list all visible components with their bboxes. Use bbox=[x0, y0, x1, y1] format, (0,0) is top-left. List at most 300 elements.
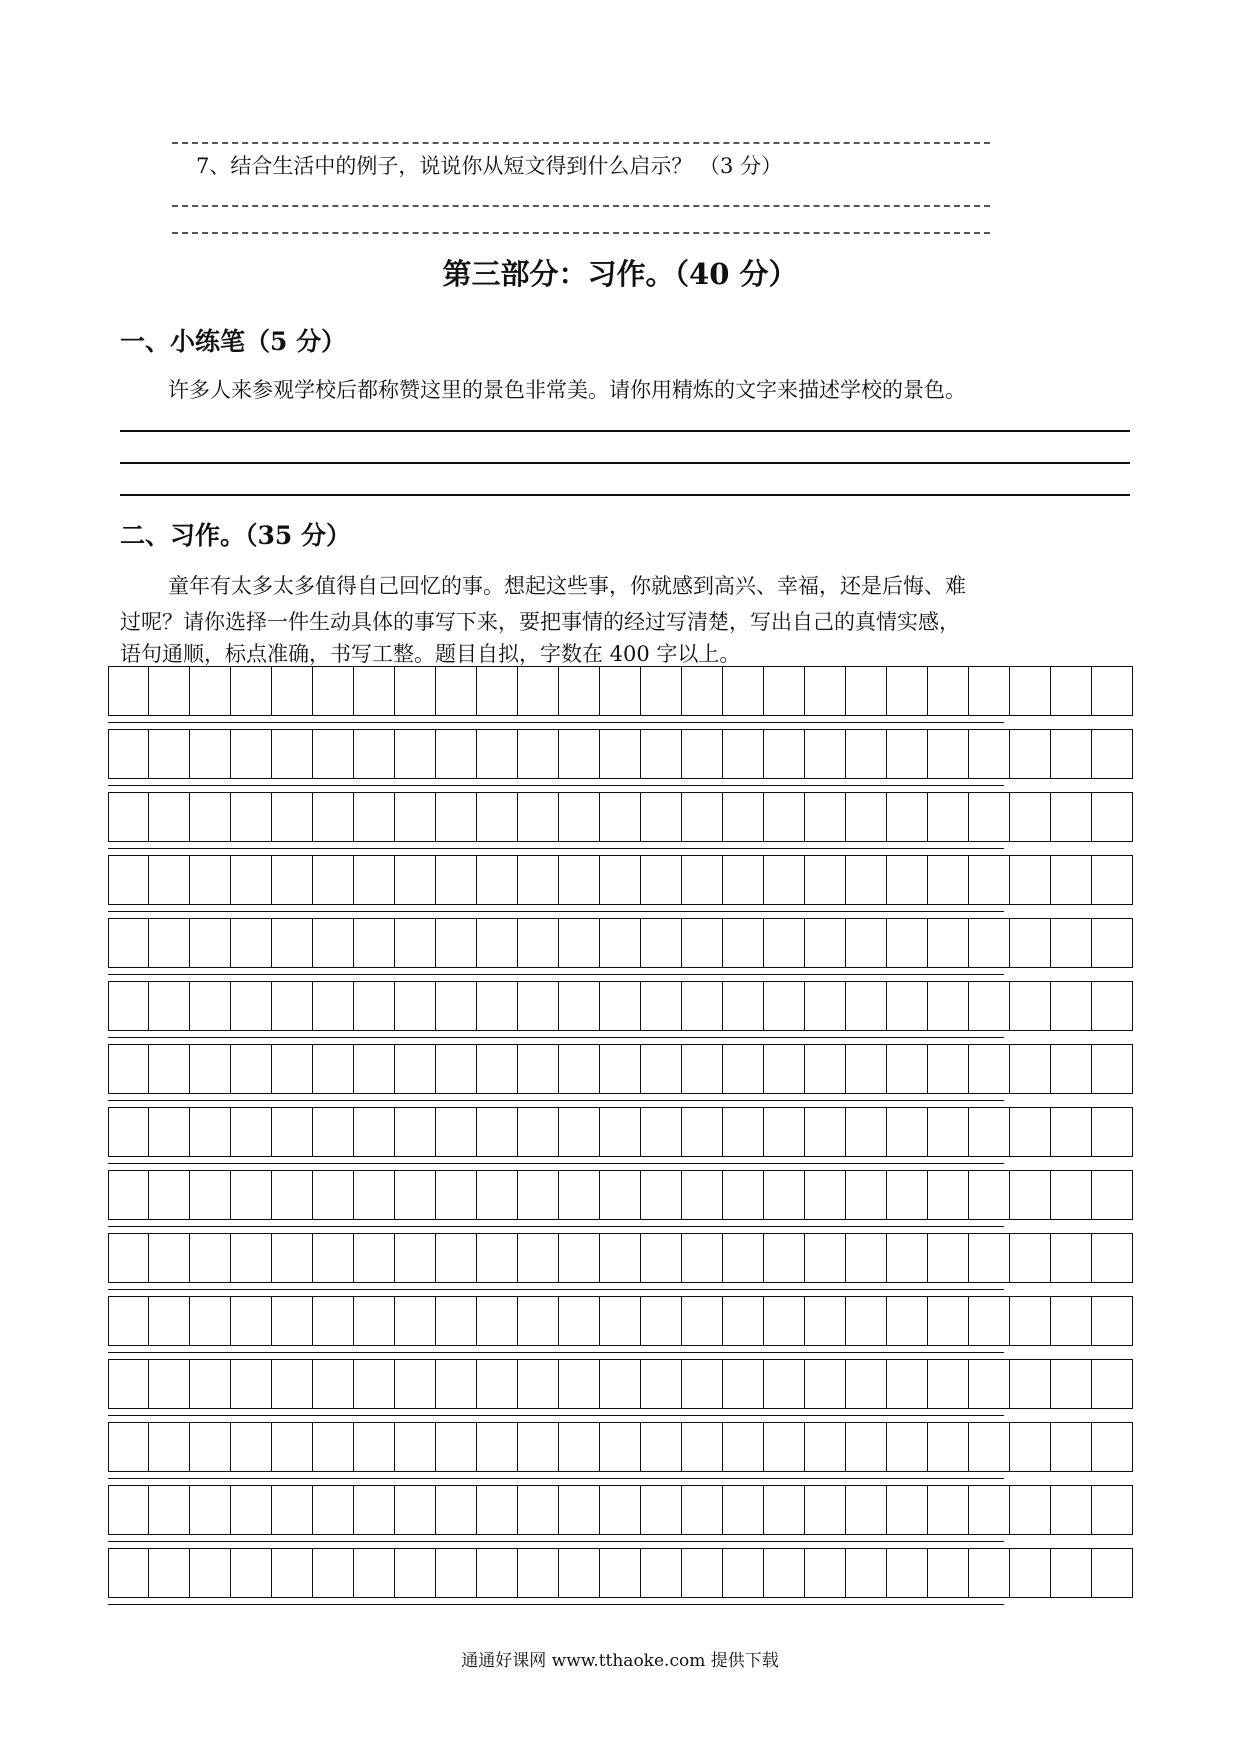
grid-cell[interactable] bbox=[682, 1422, 723, 1472]
grid-cell[interactable] bbox=[1092, 666, 1133, 716]
grid-cell[interactable] bbox=[108, 1485, 149, 1535]
grid-cell[interactable] bbox=[272, 1107, 313, 1157]
grid-cell[interactable] bbox=[436, 855, 477, 905]
grid-cell[interactable] bbox=[641, 1107, 682, 1157]
grid-cell[interactable] bbox=[1092, 1170, 1133, 1220]
grid-cell[interactable] bbox=[231, 918, 272, 968]
grid-cell[interactable] bbox=[887, 855, 928, 905]
grid-cell[interactable] bbox=[354, 855, 395, 905]
grid-cell[interactable] bbox=[149, 981, 190, 1031]
grid-cell[interactable] bbox=[1051, 855, 1092, 905]
grid-cell[interactable] bbox=[764, 1170, 805, 1220]
grid-cell[interactable] bbox=[1092, 855, 1133, 905]
grid-cell[interactable] bbox=[559, 918, 600, 968]
grid-cell[interactable] bbox=[149, 1170, 190, 1220]
grid-cell[interactable] bbox=[272, 1233, 313, 1283]
grid-cell[interactable] bbox=[846, 729, 887, 779]
grid-cell[interactable] bbox=[436, 1233, 477, 1283]
grid-cell[interactable] bbox=[805, 1422, 846, 1472]
grid-cell[interactable] bbox=[149, 666, 190, 716]
grid-cell[interactable] bbox=[149, 1233, 190, 1283]
grid-cell[interactable] bbox=[190, 918, 231, 968]
grid-cell[interactable] bbox=[108, 1233, 149, 1283]
grid-cell[interactable] bbox=[395, 1548, 436, 1598]
grid-cell[interactable] bbox=[600, 981, 641, 1031]
grid-cell[interactable] bbox=[723, 1359, 764, 1409]
grid-cell[interactable] bbox=[559, 1422, 600, 1472]
grid-cell[interactable] bbox=[805, 1548, 846, 1598]
grid-cell[interactable] bbox=[231, 792, 272, 842]
grid-cell[interactable] bbox=[1010, 1485, 1051, 1535]
grid-cell[interactable] bbox=[354, 1422, 395, 1472]
grid-cell[interactable] bbox=[887, 1485, 928, 1535]
grid-cell[interactable] bbox=[600, 1296, 641, 1346]
grid-cell[interactable] bbox=[272, 1485, 313, 1535]
grid-cell[interactable] bbox=[190, 1044, 231, 1094]
grid-cell[interactable] bbox=[723, 792, 764, 842]
grid-cell[interactable] bbox=[313, 729, 354, 779]
grid-cell[interactable] bbox=[354, 918, 395, 968]
grid-cell[interactable] bbox=[354, 1359, 395, 1409]
grid-cell[interactable] bbox=[846, 1296, 887, 1346]
grid-cell[interactable] bbox=[641, 1296, 682, 1346]
grid-cell[interactable] bbox=[436, 1548, 477, 1598]
grid-cell[interactable] bbox=[600, 792, 641, 842]
grid-cell[interactable] bbox=[313, 1485, 354, 1535]
grid-cell[interactable] bbox=[723, 981, 764, 1031]
grid-cell[interactable] bbox=[682, 981, 723, 1031]
grid-cell[interactable] bbox=[887, 1359, 928, 1409]
answer-line-q7-2[interactable] bbox=[172, 232, 990, 234]
grid-cell[interactable] bbox=[108, 981, 149, 1031]
grid-cell[interactable] bbox=[805, 1044, 846, 1094]
grid-cell[interactable] bbox=[764, 666, 805, 716]
grid-cell[interactable] bbox=[354, 1296, 395, 1346]
grid-cell[interactable] bbox=[190, 729, 231, 779]
grid-cell[interactable] bbox=[108, 1548, 149, 1598]
grid-cell[interactable] bbox=[641, 1359, 682, 1409]
grid-cell[interactable] bbox=[969, 918, 1010, 968]
grid-cell[interactable] bbox=[272, 729, 313, 779]
grid-cell[interactable] bbox=[559, 1233, 600, 1283]
grid-cell[interactable] bbox=[723, 729, 764, 779]
grid-cell[interactable] bbox=[354, 666, 395, 716]
grid-cell[interactable] bbox=[969, 1170, 1010, 1220]
grid-cell[interactable] bbox=[518, 1107, 559, 1157]
grid-cell[interactable] bbox=[764, 1359, 805, 1409]
grid-cell[interactable] bbox=[887, 792, 928, 842]
grid-cell[interactable] bbox=[190, 1170, 231, 1220]
grid-cell[interactable] bbox=[846, 1422, 887, 1472]
grid-cell[interactable] bbox=[395, 792, 436, 842]
grid-cell[interactable] bbox=[149, 1296, 190, 1346]
grid-cell[interactable] bbox=[1092, 1359, 1133, 1409]
grid-cell[interactable] bbox=[395, 1170, 436, 1220]
grid-cell[interactable] bbox=[764, 1107, 805, 1157]
grid-cell[interactable] bbox=[559, 729, 600, 779]
grid-cell[interactable] bbox=[1051, 981, 1092, 1031]
grid-cell[interactable] bbox=[559, 1107, 600, 1157]
answer-line-q7-1[interactable] bbox=[172, 205, 990, 207]
grid-cell[interactable] bbox=[969, 792, 1010, 842]
grid-cell[interactable] bbox=[313, 1359, 354, 1409]
grid-cell[interactable] bbox=[272, 855, 313, 905]
grid-cell[interactable] bbox=[1092, 1422, 1133, 1472]
grid-cell[interactable] bbox=[477, 918, 518, 968]
grid-cell[interactable] bbox=[436, 1422, 477, 1472]
grid-cell[interactable] bbox=[313, 1233, 354, 1283]
grid-cell[interactable] bbox=[231, 855, 272, 905]
grid-cell[interactable] bbox=[928, 792, 969, 842]
grid-cell[interactable] bbox=[682, 1296, 723, 1346]
grid-cell[interactable] bbox=[928, 1233, 969, 1283]
grid-cell[interactable] bbox=[600, 1485, 641, 1535]
grid-cell[interactable] bbox=[928, 1044, 969, 1094]
grid-cell[interactable] bbox=[395, 1044, 436, 1094]
grid-cell[interactable] bbox=[641, 1422, 682, 1472]
grid-cell[interactable] bbox=[887, 1044, 928, 1094]
grid-cell[interactable] bbox=[395, 1107, 436, 1157]
grid-cell[interactable] bbox=[1010, 1359, 1051, 1409]
grid-cell[interactable] bbox=[928, 1548, 969, 1598]
grid-cell[interactable] bbox=[436, 1359, 477, 1409]
grid-cell[interactable] bbox=[969, 1548, 1010, 1598]
grid-cell[interactable] bbox=[354, 981, 395, 1031]
grid-cell[interactable] bbox=[682, 1233, 723, 1283]
grid-cell[interactable] bbox=[313, 918, 354, 968]
grid-cell[interactable] bbox=[969, 855, 1010, 905]
grid-cell[interactable] bbox=[723, 1107, 764, 1157]
grid-cell[interactable] bbox=[600, 1422, 641, 1472]
grid-cell[interactable] bbox=[1051, 666, 1092, 716]
grid-cell[interactable] bbox=[969, 729, 1010, 779]
grid-cell[interactable] bbox=[641, 792, 682, 842]
grid-cell[interactable] bbox=[600, 1233, 641, 1283]
grid-cell[interactable] bbox=[846, 918, 887, 968]
grid-cell[interactable] bbox=[477, 1170, 518, 1220]
grid-cell[interactable] bbox=[1010, 1548, 1051, 1598]
grid-cell[interactable] bbox=[805, 1485, 846, 1535]
grid-cell[interactable] bbox=[764, 1296, 805, 1346]
grid-cell[interactable] bbox=[682, 729, 723, 779]
grid-cell[interactable] bbox=[477, 1422, 518, 1472]
grid-cell[interactable] bbox=[231, 1485, 272, 1535]
grid-cell[interactable] bbox=[559, 1485, 600, 1535]
grid-cell[interactable] bbox=[682, 792, 723, 842]
grid-cell[interactable] bbox=[805, 855, 846, 905]
grid-cell[interactable] bbox=[477, 1359, 518, 1409]
grid-cell[interactable] bbox=[190, 981, 231, 1031]
grid-cell[interactable] bbox=[764, 1233, 805, 1283]
grid-cell[interactable] bbox=[723, 1296, 764, 1346]
grid-cell[interactable] bbox=[969, 1422, 1010, 1472]
grid-cell[interactable] bbox=[477, 666, 518, 716]
grid-cell[interactable] bbox=[477, 855, 518, 905]
grid-cell[interactable] bbox=[928, 666, 969, 716]
grid-cell[interactable] bbox=[395, 981, 436, 1031]
grid-cell[interactable] bbox=[969, 1107, 1010, 1157]
grid-cell[interactable] bbox=[231, 1233, 272, 1283]
grid-cell[interactable] bbox=[108, 729, 149, 779]
grid-cell[interactable] bbox=[313, 1107, 354, 1157]
grid-cell[interactable] bbox=[354, 1548, 395, 1598]
grid-cell[interactable] bbox=[723, 1422, 764, 1472]
grid-cell[interactable] bbox=[395, 1233, 436, 1283]
grid-cell[interactable] bbox=[764, 792, 805, 842]
grid-cell[interactable] bbox=[764, 981, 805, 1031]
grid-cell[interactable] bbox=[395, 918, 436, 968]
grid-cell[interactable] bbox=[928, 1422, 969, 1472]
grid-cell[interactable] bbox=[559, 855, 600, 905]
grid-cell[interactable] bbox=[928, 855, 969, 905]
grid-cell[interactable] bbox=[149, 1548, 190, 1598]
grid-cell[interactable] bbox=[1010, 792, 1051, 842]
grid-cell[interactable] bbox=[149, 792, 190, 842]
grid-cell[interactable] bbox=[1010, 1233, 1051, 1283]
grid-cell[interactable] bbox=[846, 1359, 887, 1409]
grid-cell[interactable] bbox=[641, 729, 682, 779]
grid-cell[interactable] bbox=[1010, 1296, 1051, 1346]
grid-cell[interactable] bbox=[190, 792, 231, 842]
answer-line-q6[interactable] bbox=[172, 142, 990, 144]
grid-cell[interactable] bbox=[887, 1233, 928, 1283]
grid-cell[interactable] bbox=[1051, 1422, 1092, 1472]
grid-cell[interactable] bbox=[231, 1170, 272, 1220]
grid-cell[interactable] bbox=[887, 918, 928, 968]
grid-cell[interactable] bbox=[1051, 918, 1092, 968]
grid-cell[interactable] bbox=[887, 1548, 928, 1598]
grid-cell[interactable] bbox=[887, 1107, 928, 1157]
grid-cell[interactable] bbox=[723, 1044, 764, 1094]
grid-cell[interactable] bbox=[395, 1296, 436, 1346]
writing-line-2[interactable] bbox=[120, 462, 1130, 464]
grid-cell[interactable] bbox=[108, 1422, 149, 1472]
grid-cell[interactable] bbox=[805, 1233, 846, 1283]
grid-cell[interactable] bbox=[354, 729, 395, 779]
grid-cell[interactable] bbox=[1051, 1170, 1092, 1220]
grid-cell[interactable] bbox=[928, 1296, 969, 1346]
grid-cell[interactable] bbox=[518, 1296, 559, 1346]
grid-cell[interactable] bbox=[231, 1422, 272, 1472]
grid-cell[interactable] bbox=[436, 666, 477, 716]
grid-cell[interactable] bbox=[887, 729, 928, 779]
grid-cell[interactable] bbox=[805, 1170, 846, 1220]
grid-cell[interactable] bbox=[354, 1170, 395, 1220]
grid-cell[interactable] bbox=[682, 1170, 723, 1220]
grid-cell[interactable] bbox=[1051, 792, 1092, 842]
grid-cell[interactable] bbox=[108, 1170, 149, 1220]
grid-cell[interactable] bbox=[1010, 918, 1051, 968]
grid-cell[interactable] bbox=[559, 981, 600, 1031]
grid-cell[interactable] bbox=[682, 1107, 723, 1157]
grid-cell[interactable] bbox=[436, 792, 477, 842]
grid-cell[interactable] bbox=[600, 1170, 641, 1220]
grid-cell[interactable] bbox=[272, 1548, 313, 1598]
grid-cell[interactable] bbox=[887, 1296, 928, 1346]
grid-cell[interactable] bbox=[149, 855, 190, 905]
grid-cell[interactable] bbox=[887, 981, 928, 1031]
grid-cell[interactable] bbox=[108, 1044, 149, 1094]
grid-cell[interactable] bbox=[723, 666, 764, 716]
grid-cell[interactable] bbox=[477, 1107, 518, 1157]
grid-cell[interactable] bbox=[764, 729, 805, 779]
grid-cell[interactable] bbox=[682, 1485, 723, 1535]
grid-cell[interactable] bbox=[723, 1170, 764, 1220]
grid-cell[interactable] bbox=[518, 1044, 559, 1094]
grid-cell[interactable] bbox=[354, 1485, 395, 1535]
grid-cell[interactable] bbox=[477, 729, 518, 779]
grid-cell[interactable] bbox=[1010, 1422, 1051, 1472]
grid-cell[interactable] bbox=[518, 666, 559, 716]
grid-cell[interactable] bbox=[805, 1296, 846, 1346]
grid-cell[interactable] bbox=[969, 1296, 1010, 1346]
grid-cell[interactable] bbox=[1092, 1296, 1133, 1346]
grid-cell[interactable] bbox=[190, 1485, 231, 1535]
grid-cell[interactable] bbox=[600, 666, 641, 716]
grid-cell[interactable] bbox=[928, 729, 969, 779]
grid-cell[interactable] bbox=[1051, 1044, 1092, 1094]
grid-cell[interactable] bbox=[108, 855, 149, 905]
grid-cell[interactable] bbox=[190, 1233, 231, 1283]
grid-cell[interactable] bbox=[846, 1044, 887, 1094]
grid-cell[interactable] bbox=[354, 1107, 395, 1157]
grid-cell[interactable] bbox=[149, 1107, 190, 1157]
grid-cell[interactable] bbox=[600, 1044, 641, 1094]
grid-cell[interactable] bbox=[764, 1422, 805, 1472]
grid-cell[interactable] bbox=[928, 1170, 969, 1220]
grid-cell[interactable] bbox=[231, 981, 272, 1031]
grid-cell[interactable] bbox=[764, 855, 805, 905]
grid-cell[interactable] bbox=[641, 1548, 682, 1598]
grid-cell[interactable] bbox=[190, 1548, 231, 1598]
grid-cell[interactable] bbox=[928, 981, 969, 1031]
grid-cell[interactable] bbox=[395, 729, 436, 779]
grid-cell[interactable] bbox=[518, 981, 559, 1031]
grid-cell[interactable] bbox=[1010, 1044, 1051, 1094]
grid-cell[interactable] bbox=[1010, 1170, 1051, 1220]
grid-cell[interactable] bbox=[231, 1107, 272, 1157]
grid-cell[interactable] bbox=[149, 729, 190, 779]
grid-cell[interactable] bbox=[559, 1548, 600, 1598]
grid-cell[interactable] bbox=[641, 1233, 682, 1283]
grid-cell[interactable] bbox=[559, 1359, 600, 1409]
grid-cell[interactable] bbox=[1092, 981, 1133, 1031]
grid-cell[interactable] bbox=[518, 1359, 559, 1409]
grid-cell[interactable] bbox=[477, 1233, 518, 1283]
grid-cell[interactable] bbox=[108, 1359, 149, 1409]
grid-cell[interactable] bbox=[518, 1485, 559, 1535]
grid-cell[interactable] bbox=[805, 981, 846, 1031]
grid-cell[interactable] bbox=[518, 1548, 559, 1598]
grid-cell[interactable] bbox=[641, 666, 682, 716]
grid-cell[interactable] bbox=[641, 918, 682, 968]
grid-cell[interactable] bbox=[723, 1548, 764, 1598]
grid-cell[interactable] bbox=[395, 666, 436, 716]
grid-cell[interactable] bbox=[354, 1044, 395, 1094]
grid-cell[interactable] bbox=[395, 1422, 436, 1472]
grid-cell[interactable] bbox=[149, 1044, 190, 1094]
grid-cell[interactable] bbox=[805, 918, 846, 968]
grid-cell[interactable] bbox=[600, 1359, 641, 1409]
grid-cell[interactable] bbox=[559, 1044, 600, 1094]
grid-cell[interactable] bbox=[559, 1170, 600, 1220]
grid-cell[interactable] bbox=[518, 1233, 559, 1283]
grid-cell[interactable] bbox=[477, 1548, 518, 1598]
grid-cell[interactable] bbox=[190, 1296, 231, 1346]
grid-cell[interactable] bbox=[846, 1485, 887, 1535]
grid-cell[interactable] bbox=[805, 666, 846, 716]
grid-cell[interactable] bbox=[149, 1422, 190, 1472]
grid-cell[interactable] bbox=[436, 1107, 477, 1157]
grid-cell[interactable] bbox=[436, 981, 477, 1031]
grid-cell[interactable] bbox=[559, 792, 600, 842]
writing-line-3[interactable] bbox=[120, 494, 1130, 496]
grid-cell[interactable] bbox=[846, 1170, 887, 1220]
grid-cell[interactable] bbox=[682, 918, 723, 968]
grid-cell[interactable] bbox=[477, 981, 518, 1031]
grid-cell[interactable] bbox=[1010, 666, 1051, 716]
grid-cell[interactable] bbox=[641, 855, 682, 905]
grid-cell[interactable] bbox=[928, 1485, 969, 1535]
grid-cell[interactable] bbox=[682, 855, 723, 905]
grid-cell[interactable] bbox=[149, 1485, 190, 1535]
grid-cell[interactable] bbox=[190, 1107, 231, 1157]
grid-cell[interactable] bbox=[1010, 855, 1051, 905]
grid-cell[interactable] bbox=[231, 1359, 272, 1409]
grid-cell[interactable] bbox=[436, 1170, 477, 1220]
grid-cell[interactable] bbox=[272, 1422, 313, 1472]
grid-cell[interactable] bbox=[969, 666, 1010, 716]
grid-cell[interactable] bbox=[190, 855, 231, 905]
grid-cell[interactable] bbox=[1092, 729, 1133, 779]
grid-cell[interactable] bbox=[518, 1422, 559, 1472]
grid-cell[interactable] bbox=[108, 1107, 149, 1157]
grid-cell[interactable] bbox=[108, 1296, 149, 1346]
grid-cell[interactable] bbox=[1092, 792, 1133, 842]
grid-cell[interactable] bbox=[190, 1422, 231, 1472]
grid-cell[interactable] bbox=[313, 1296, 354, 1346]
grid-cell[interactable] bbox=[600, 1107, 641, 1157]
grid-cell[interactable] bbox=[436, 729, 477, 779]
grid-cell[interactable] bbox=[928, 1107, 969, 1157]
grid-cell[interactable] bbox=[272, 1170, 313, 1220]
grid-cell[interactable] bbox=[1051, 1548, 1092, 1598]
grid-cell[interactable] bbox=[764, 918, 805, 968]
grid-cell[interactable] bbox=[477, 1296, 518, 1346]
grid-cell[interactable] bbox=[272, 918, 313, 968]
grid-cell[interactable] bbox=[887, 666, 928, 716]
grid-cell[interactable] bbox=[887, 1422, 928, 1472]
grid-cell[interactable] bbox=[272, 981, 313, 1031]
grid-cell[interactable] bbox=[928, 1359, 969, 1409]
grid-cell[interactable] bbox=[313, 981, 354, 1031]
grid-cell[interactable] bbox=[846, 1233, 887, 1283]
grid-cell[interactable] bbox=[723, 855, 764, 905]
grid-cell[interactable] bbox=[805, 792, 846, 842]
grid-cell[interactable] bbox=[313, 792, 354, 842]
grid-cell[interactable] bbox=[723, 1233, 764, 1283]
grid-cell[interactable] bbox=[313, 1170, 354, 1220]
grid-cell[interactable] bbox=[1010, 729, 1051, 779]
grid-cell[interactable] bbox=[1010, 1107, 1051, 1157]
grid-cell[interactable] bbox=[477, 792, 518, 842]
grid-cell[interactable] bbox=[600, 729, 641, 779]
grid-cell[interactable] bbox=[1051, 1359, 1092, 1409]
grid-cell[interactable] bbox=[641, 1170, 682, 1220]
grid-cell[interactable] bbox=[846, 1548, 887, 1598]
grid-cell[interactable] bbox=[395, 1359, 436, 1409]
grid-cell[interactable] bbox=[928, 918, 969, 968]
